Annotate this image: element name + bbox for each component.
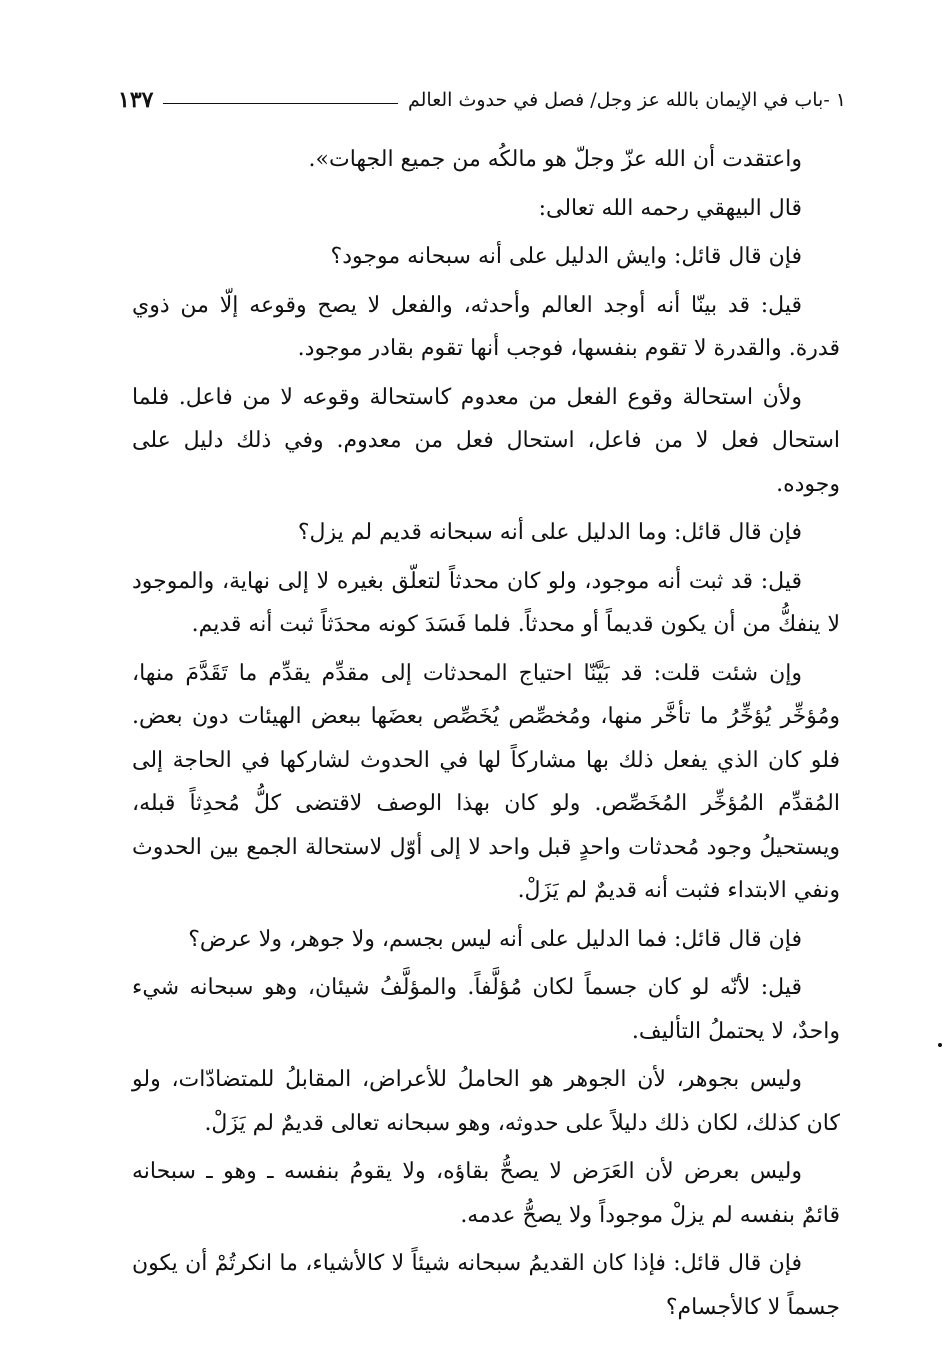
paragraph: ولأن استحالة وقوع الفعل من معدوم كاستحالة وقوعه لا من فاعل. فلما استحال فعل لا من فاعل، استحال فعل من معدوم. وفي ذلك دليل على وجوده. (132, 384, 840, 497)
body-text (132, 138, 840, 1334)
header-rule (163, 103, 398, 104)
page-header (118, 82, 846, 118)
paragraph: وليس بعرض لأن العَرَض لا يصحُّ بقاؤه، ولا يقومُ بنفسه ـ وهو ـ سبحانه قائمٌ بنفسه لم يزلْ موجوداً ولا يصحُّ عدمه. (132, 1159, 840, 1228)
page-number: ١٣٧ (118, 87, 154, 113)
paragraph: قيل: لأنّه لو كان جسماً لكان مُؤلَّفاً. والمؤلَّفُ شيئان، وهو سبحانه شيء واحدٌ، لا يحتملُ التأليف. (132, 975, 840, 1044)
paragraph: واعتقدت أن الله عزّ وجلّ هو مالكُه من جميع الجهات». (308, 147, 802, 172)
paragraph: قال البيهقي رحمه الله تعالى: (538, 195, 802, 221)
paragraph: فإن قال قائل: فما الدليل على أنه ليس بجسم، ولا جوهر، ولا عرض؟ (188, 926, 802, 952)
paragraph: قيل: قد ثبت أنه موجود، ولو كان محدثاً لتعلّق بغيره لا إلى نهاية، والموجود لا ينفكُّ من أن يكون قديماً أو محدثاً. فلما فَسَدَ كونه محدَثاً ثبت أنه قديم. (132, 568, 840, 637)
running-head: ١ -باب في الإيمان بالله عز وجل/ فصل في حدوث العالم (407, 89, 846, 111)
margin-dot (938, 1043, 942, 1047)
paragraph: قيل: قد بينّا أنه أوجد العالم وأحدثه، والفعل لا يصح وقوعه إلّا من ذوي قدرة. والقدرة لا تقوم بنفسها، فوجب أنها تقوم بقادر موجود. (132, 292, 840, 361)
paragraph: وإن شئت قلت: قد بَيَّنّا احتياج المحدثات إلى مقدِّم يقدِّم ما تَقَدَّمَ منها، ومُؤخِّر يُؤخِّرُ ما تأخَّر منها، ومُخصِّص يُخَصِّص بعضَها ببعض الهيئات دون بعض. فلو كان الذي يفعل ذلك بها مشاركاً لها في الحدوث لشاركها في الحاجة إلى المُقدِّم المُؤخِّر المُخَصِّص. ولو كان بهذا الوصف لاقتضى كلُّ مُحدِثاً قبله، ويستحيلُ وجود مُحدثات واحدٍ قبل واحد لا إلى أوّل لاستحالة الجمع بين الحدوث ونفي الابتداء فثبت أنه قديمٌ لم يَزَلْ. (132, 660, 840, 903)
paragraph: فإن قال قائل: وايش الدليل على أنه سبحانه موجود؟ (330, 244, 802, 269)
paragraph: فإن قال قائل: وما الدليل على أنه سبحانه قديم لم يزل؟ (297, 520, 802, 545)
paragraph: فإن قال قائل: فإذا كان القديمُ سبحانه شيئاً لا كالأشياء، ما انكرتُمْ أن يكون جسماً لا كالأجسام؟ (132, 1251, 840, 1320)
paragraph: وليس بجوهر، لأن الجوهر هو الحاملُ للأعراض، المقابلُ للمتضادّات، ولو كان كذلك، لكان ذلك دليلاً على حدوثه، وهو سبحانه تعالى قديمٌ لم يَزَلْ. (132, 1067, 840, 1136)
